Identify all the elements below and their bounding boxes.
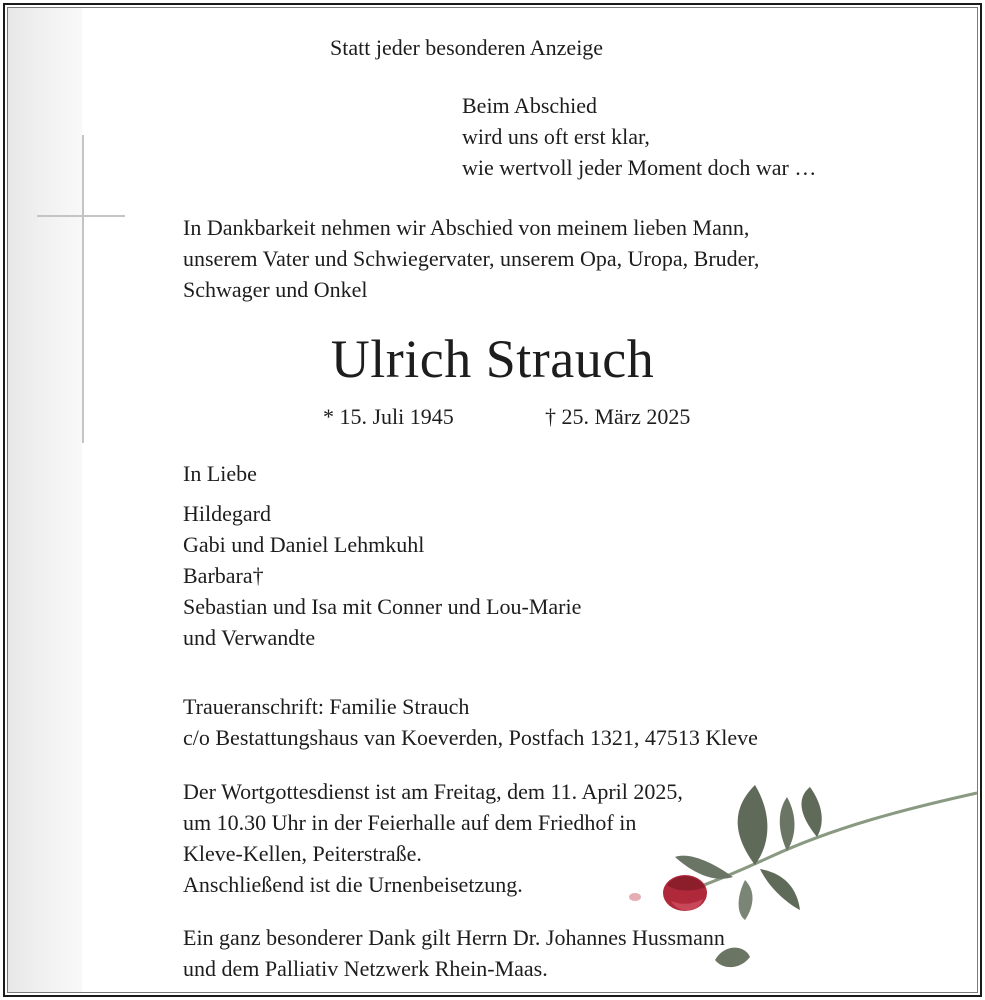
header-text: Statt jeder besonderen Anzeige xyxy=(330,35,604,60)
death-date: † 25. März 2025 xyxy=(545,404,691,429)
service-line: Der Wortgottesdienst ist am Freitag, dem 11. April 2025, xyxy=(183,779,683,804)
poem-line: wie wertvoll jeder Moment doch war … xyxy=(462,155,817,180)
intro-line: unserem Vater und Schwiegervater, unserem Opa, Uropa, Bruder, xyxy=(183,246,760,271)
cross-horizontal-line xyxy=(37,215,125,217)
intro-line: Schwager und Onkel xyxy=(183,277,368,302)
mourning-address xyxy=(183,691,758,753)
background-shade xyxy=(8,8,82,992)
intro-line: In Dankbarkeit nehmen wir Abschied von meinem lieben Mann, xyxy=(183,215,750,240)
notice-frame xyxy=(3,3,982,997)
poem xyxy=(462,90,816,183)
poem-line: Beim Abschied xyxy=(462,93,598,118)
thanks-line: Ein ganz besonderer Dank gilt Herrn Dr. Johannes Hussmann xyxy=(183,925,725,950)
family-member: Barbara† xyxy=(183,563,264,588)
service-line: Anschließend ist die Urnenbeisetzung. xyxy=(183,872,523,897)
address-line: c/o Bestattungshaus van Koeverden, Postfach 1321, 47513 Kleve xyxy=(183,725,758,750)
thanks-text xyxy=(183,922,725,984)
family-member: Gabi und Daniel Lehmkuhl xyxy=(183,532,425,557)
family-member: Hildegard xyxy=(183,501,271,526)
thanks-line: und dem Palliativ Netzwerk Rhein-Maas. xyxy=(183,956,548,981)
family-list xyxy=(183,498,581,653)
address-line: Traueranschrift: Familie Strauch xyxy=(183,694,470,719)
birth-date: * 15. Juli 1945 xyxy=(323,404,454,429)
poem-line: wird uns oft erst klar, xyxy=(462,124,650,149)
service-line: Kleve-Kellen, Peiterstraße. xyxy=(183,841,422,866)
intro-text xyxy=(183,212,759,305)
deceased-name: Ulrich Strauch xyxy=(330,329,655,389)
service-line: um 10.30 Uhr in der Feierhalle auf dem Friedhof in xyxy=(183,810,637,835)
cross-vertical-line xyxy=(82,135,84,443)
family-member: und Verwandte xyxy=(183,625,316,650)
family-member: Sebastian und Isa mit Conner und Lou-Marie xyxy=(183,594,582,619)
in-love-text: In Liebe xyxy=(183,461,257,486)
